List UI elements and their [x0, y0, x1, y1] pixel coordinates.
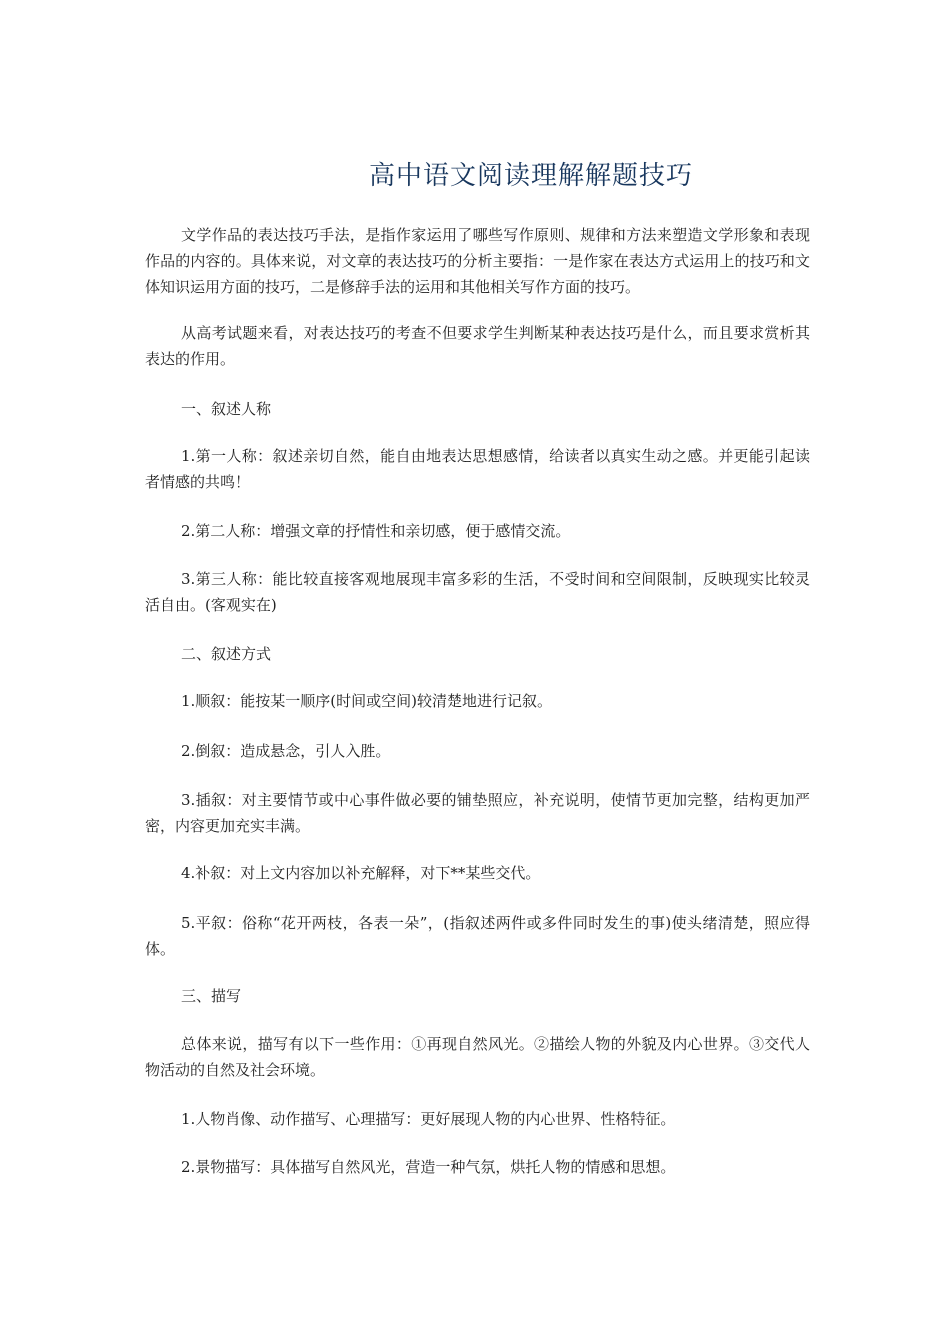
list-item-first-person: 1.第一人称：叙述亲切自然，能自由地表达思想感情，给读者以真实生动之感。并更能引起读者情感的共鸣！	[145, 447, 810, 491]
list-item-third-person: 3.第三人称：能比较直接客观地展现丰富多彩的生活，不受时间和空间限制，反映现实比较灵活自由。(客观实在)	[145, 570, 810, 614]
list-item-interpolation: 3.插叙：对主要情节或中心事件做必要的铺垫照应，补充说明，使情节更加完整，结构更加严密，内容更加充实丰满。	[145, 791, 810, 835]
document-title: 高中语文阅读理解解题技巧	[368, 161, 693, 191]
section-heading-narrative-mode: 二、叙述方式	[181, 645, 272, 663]
list-item-scenery-description: 2.景物描写：具体描写自然风光，营造一种气氛，烘托人物的情感和思想。	[181, 1158, 676, 1176]
list-item-chronological: 1.顺叙：能按某一顺序(时间或空间)较清楚地进行记叙。	[181, 692, 553, 710]
paragraph-description-overview: 总体来说，描写有以下一些作用：①再现自然风光。②描绘人物的外貌及内心世界。③交代人物活动的自然及社会环境。	[145, 1035, 810, 1079]
section-heading-description: 三、描写	[181, 987, 242, 1005]
list-item-second-person: 2.第二人称：增强文章的抒情性和亲切感，便于感情交流。	[181, 522, 571, 540]
list-item-character-description: 1.人物肖像、动作描写、心理描写：更好展现人物的内心世界、性格特征。	[181, 1110, 676, 1128]
paragraph-intro: 文学作品的表达技巧手法，是指作家运用了哪些写作原则、规律和方法来塑造文学形象和表现作品的内容的。具体来说，对文章的表达技巧的分析主要指：一是作家在表达方式运用上的技巧和文体知识运用方面的技巧，二是修辞手法的运用和其他相关写作方面的技巧。	[145, 226, 810, 296]
list-item-flashback: 2.倒叙：造成悬念，引人入胜。	[181, 742, 391, 760]
list-item-supplement: 4.补叙：对上文内容加以补充解释，对下**某些交代。	[181, 864, 541, 882]
list-item-parallel: 5.平叙：俗称“花开两枝，各表一朵”，(指叙述两件或多件同时发生的事)使头绪清楚，照应得体。	[145, 914, 810, 958]
paragraph-exam: 从高考试题来看，对表达技巧的考查不但要求学生判断某种表达技巧是什么，而且要求赏析其表达的作用。	[145, 324, 810, 368]
section-heading-narrative-person: 一、叙述人称	[181, 400, 272, 418]
